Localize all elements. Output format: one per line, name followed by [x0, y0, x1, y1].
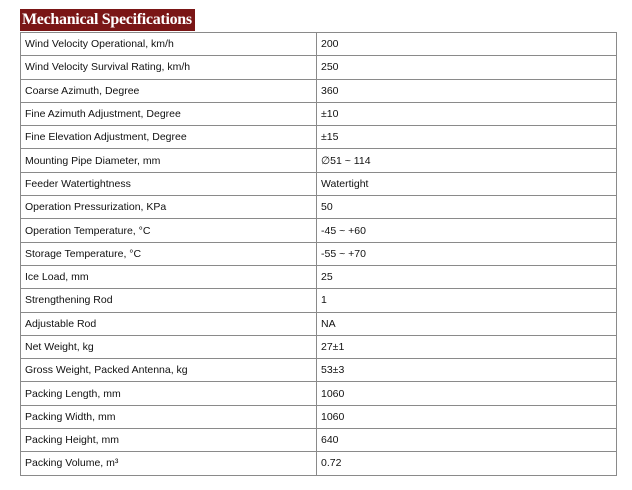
table-row: [21, 56, 617, 79]
spec-value: 25: [317, 265, 617, 288]
table-row: [21, 452, 617, 475]
section-title: Mechanical Specifications: [20, 9, 195, 31]
spec-value: 250: [317, 56, 617, 79]
table-row: [21, 405, 617, 428]
spec-value: 0.72: [317, 452, 617, 475]
table-row: [21, 172, 617, 195]
spec-value: ±10: [317, 102, 617, 125]
table-row: [21, 149, 617, 172]
spec-value: 53±3: [317, 359, 617, 382]
spec-value: Watertight: [317, 172, 617, 195]
spec-label: Operation Pressurization, KPa: [21, 196, 317, 219]
spec-label: Gross Weight, Packed Antenna, kg: [21, 359, 317, 382]
table-row: [21, 335, 617, 358]
table-row: [21, 79, 617, 102]
spec-value: 50: [317, 196, 617, 219]
spec-label: Operation Temperature, °C: [21, 219, 317, 242]
spec-label: Coarse Azimuth, Degree: [21, 79, 317, 102]
spec-label: Packing Volume, m³: [21, 452, 317, 475]
spec-label: Strengthening Rod: [21, 289, 317, 312]
spec-label: Packing Height, mm: [21, 429, 317, 452]
table-row: [21, 289, 617, 312]
spec-label: Fine Elevation Adjustment, Degree: [21, 126, 317, 149]
spec-value: 640: [317, 429, 617, 452]
spec-label: Fine Azimuth Adjustment, Degree: [21, 102, 317, 125]
spec-value: NA: [317, 312, 617, 335]
spec-value: ±15: [317, 126, 617, 149]
spec-table: [20, 32, 617, 476]
table-row: [21, 219, 617, 242]
spec-label: Ice Load, mm: [21, 265, 317, 288]
spec-value: -45 ~ +60: [317, 219, 617, 242]
table-row: [21, 33, 617, 56]
table-row: [21, 429, 617, 452]
spec-value: 1060: [317, 382, 617, 405]
spec-label: Adjustable Rod: [21, 312, 317, 335]
spec-value: -55 ~ +70: [317, 242, 617, 265]
spec-label: Feeder Watertightness: [21, 172, 317, 195]
spec-value: 1060: [317, 405, 617, 428]
spec-value: 200: [317, 33, 617, 56]
table-row: [21, 196, 617, 219]
table-row: [21, 312, 617, 335]
spec-label: Storage Temperature, °C: [21, 242, 317, 265]
table-row: [21, 242, 617, 265]
spec-label: Mounting Pipe Diameter, mm: [21, 149, 317, 172]
table-row: [21, 126, 617, 149]
spec-label: Packing Width, mm: [21, 405, 317, 428]
table-row: [21, 102, 617, 125]
table-row: [21, 359, 617, 382]
spec-value: 360: [317, 79, 617, 102]
spec-value: 1: [317, 289, 617, 312]
spec-label: Wind Velocity Operational, km/h: [21, 33, 317, 56]
table-row: [21, 265, 617, 288]
table-row: [21, 382, 617, 405]
spec-value: ∅51 ~ 114: [317, 149, 617, 172]
spec-label: Net Weight, kg: [21, 335, 317, 358]
spec-label: Packing Length, mm: [21, 382, 317, 405]
spec-label: Wind Velocity Survival Rating, km/h: [21, 56, 317, 79]
spec-value: 27±1: [317, 335, 617, 358]
